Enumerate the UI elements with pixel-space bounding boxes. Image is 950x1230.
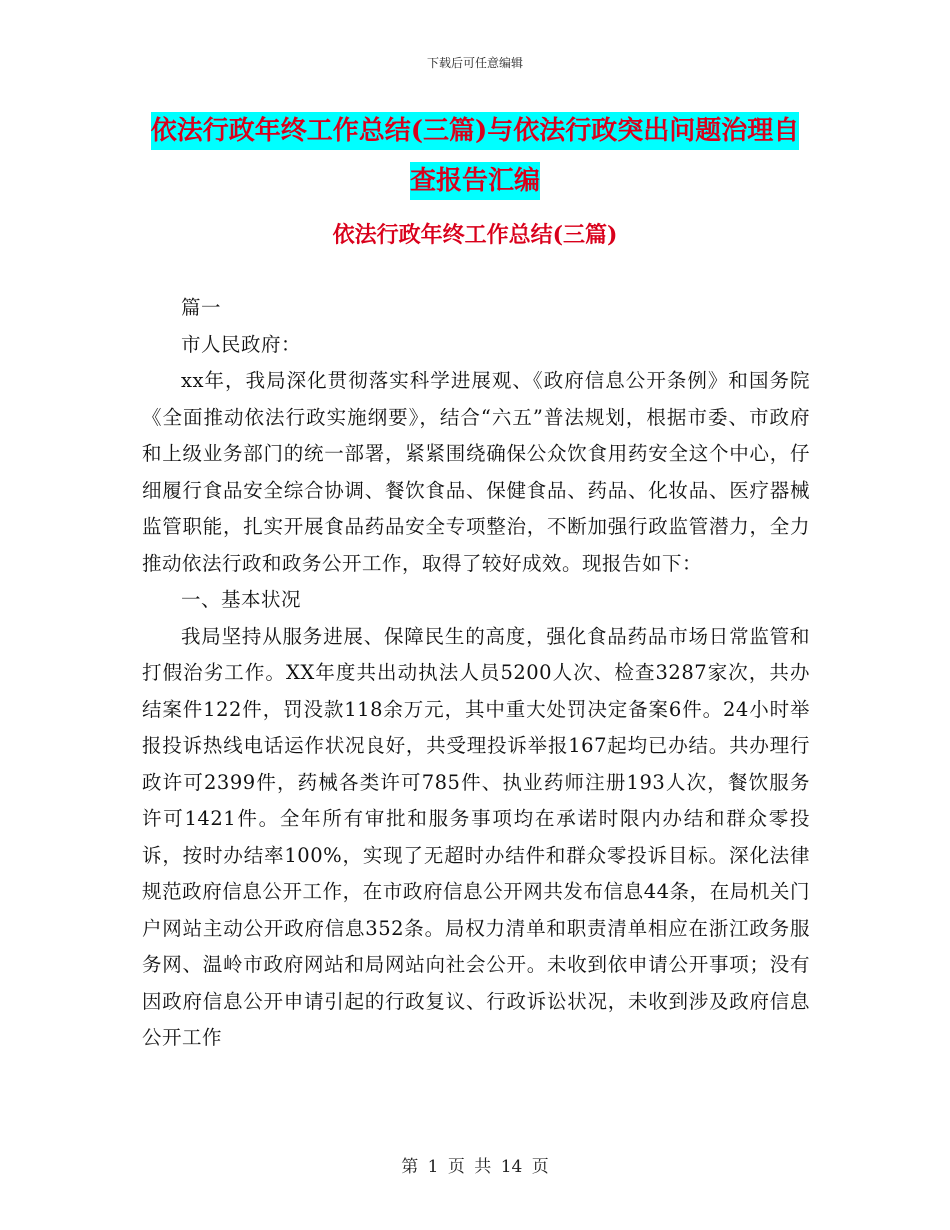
paragraph-heading-part-one: 篇一 [181, 296, 222, 319]
paragraph-section-heading: 一、基本状况 [181, 588, 302, 611]
header-note: 下载后可任意编辑 [426, 56, 523, 70]
paragraph-basic-situation: 我局坚持从服务进展、保障民生的高度，强化食品药品市场日常监管和打假治劣工作。XX年度共出动执法人员5200人次、检查3287家次，共办结案件122件，罚没款118余万元，其中重大处罚决定备案6件。24小时举报投诉热线电话运作状况良好，共受理投诉举报167起均已办结。共办理行政许可2399件，药械各类许可785件、执业药师注册193人次，餐饮服务许可1421件。全年所有审批和服务事项均在承诺时限内办结和群众零投诉，按时办结率100%，实现了无超时办结件和群众零投诉目标。深化法律规范政府信息公开工作，在市政府信息公开网共发布信息44条，在局机关门户网站主动公开政府信息352条。局权力清单和职责清单相应在浙江政务服务网、温岭市政府网站和局网站向社会公开。未收到依申请公开事项；没有因政府信息公开申请引起的行政复议、行政诉讼状况，未收到涉及政府信息公开工作 [142, 624, 810, 1049]
paragraph-salutation: 市人民政府： [181, 332, 302, 356]
section-title: 依法行政年终工作总结(三篇) [332, 222, 618, 248]
main-title-text: 依法行政年终工作总结(三篇)与依法行政突出问题治理自查报告汇编 [151, 112, 800, 200]
document-main-title [140, 106, 810, 206]
page-number-footer: 第 1 页 共 14 页 [401, 1157, 549, 1177]
document-body [142, 290, 810, 1057]
paragraph-intro: xx年，我局深化贯彻落实科学进展观、《政府信息公开条例》和国务院《全面推动依法行政实施纲要》，结合“六五”普法规划，根据市委、市政府和上级业务部门的统一部署，紧紧围绕确保公众饮食用药安全这个中心，仔细履行食品安全综合协调、餐饮食品、保健食品、药品、化妆品、医疗器械监管职能，扎实开展食品药品安全专项整治，不断加强行政监管潜力，全力推动依法行政和政务公开工作，取得了较好成效。现报告如下： [142, 369, 810, 575]
